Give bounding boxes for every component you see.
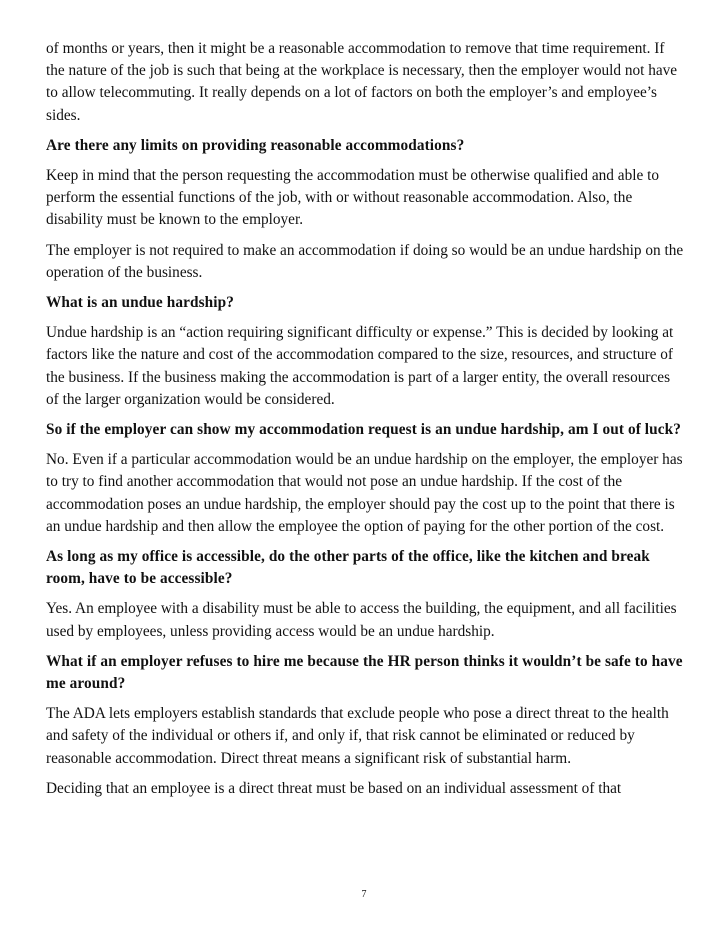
paragraph-qualified: Keep in mind that the person requesting the accommodation must be otherwise qualified and able to perform the essential functions of the job, with or without reasonable accommodation. Also, the disability must be known to the employer. — [46, 167, 659, 229]
page-body — [46, 38, 686, 808]
paragraph-access-facilities: Yes. An employee with a disability must be able to access the building, the equipment, and all facilities used by employees, unless providing access would be an undue hardship. — [46, 600, 677, 640]
paragraph-direct-threat: The ADA lets employers establish standards that exclude people who pose a direct threat to the health and safety of the individual or others if, and only if, that risk cannot be eliminated or reduced by reasonable accommodation. Direct threat means a significant risk of substantial harm. — [46, 705, 669, 767]
heading-limits: Are there any limits on providing reasonable accommodations? — [46, 136, 465, 154]
paragraph-undue-hardship-definition: Undue hardship is an “action requiring significant difficulty or expense.” This is decided by looking at factors like the nature and cost of the accommodation compared to the size, resources, and structure of the business. If the business making the accommodation is part of a larger entity, the overall resources of the larger organization would be considered. — [46, 324, 674, 408]
paragraph-telecommuting: of months or years, then it might be a reasonable accommodation to remove that time requirement. If the nature of the job is such that being at the workplace is necessary, then the employer would not have to allow telecommuting. It really depends on a lot of factors on both the employer’s and employee’s sides. — [46, 40, 678, 124]
heading-undue-hardship: What is an undue hardship? — [46, 294, 234, 312]
paragraph-find-another: No. Even if a particular accommodation would be an undue hardship on the employer, the employer has to try to find another accommodation that would not pose an undue hardship. If the cost of the accommodation poses an undue hardship, the employer should pay the cost up to the point that there is an undue hardship and then allow the employee the option of paying for the other portion of the cost. — [46, 451, 683, 535]
heading-refuse-to-hire: What if an employer refuses to hire me because the HR person thinks it wouldn’t be safe to have me around? — [46, 652, 683, 693]
heading-accessible-office: As long as my office is accessible, do the other parts of the office, like the kitchen and break room, have to be accessible? — [46, 548, 650, 588]
paragraph-individual-assessment: Deciding that an employee is a direct threat must be based on an individual assessment of that — [46, 779, 622, 797]
paragraph-not-required: The employer is not required to make an accommodation if doing so would be an undue hardship on the operation of the business. — [46, 241, 684, 281]
heading-out-of-luck: So if the employer can show my accommodation request is an undue hardship, am I out of luck? — [46, 421, 682, 439]
page-number: 7 — [361, 889, 367, 900]
